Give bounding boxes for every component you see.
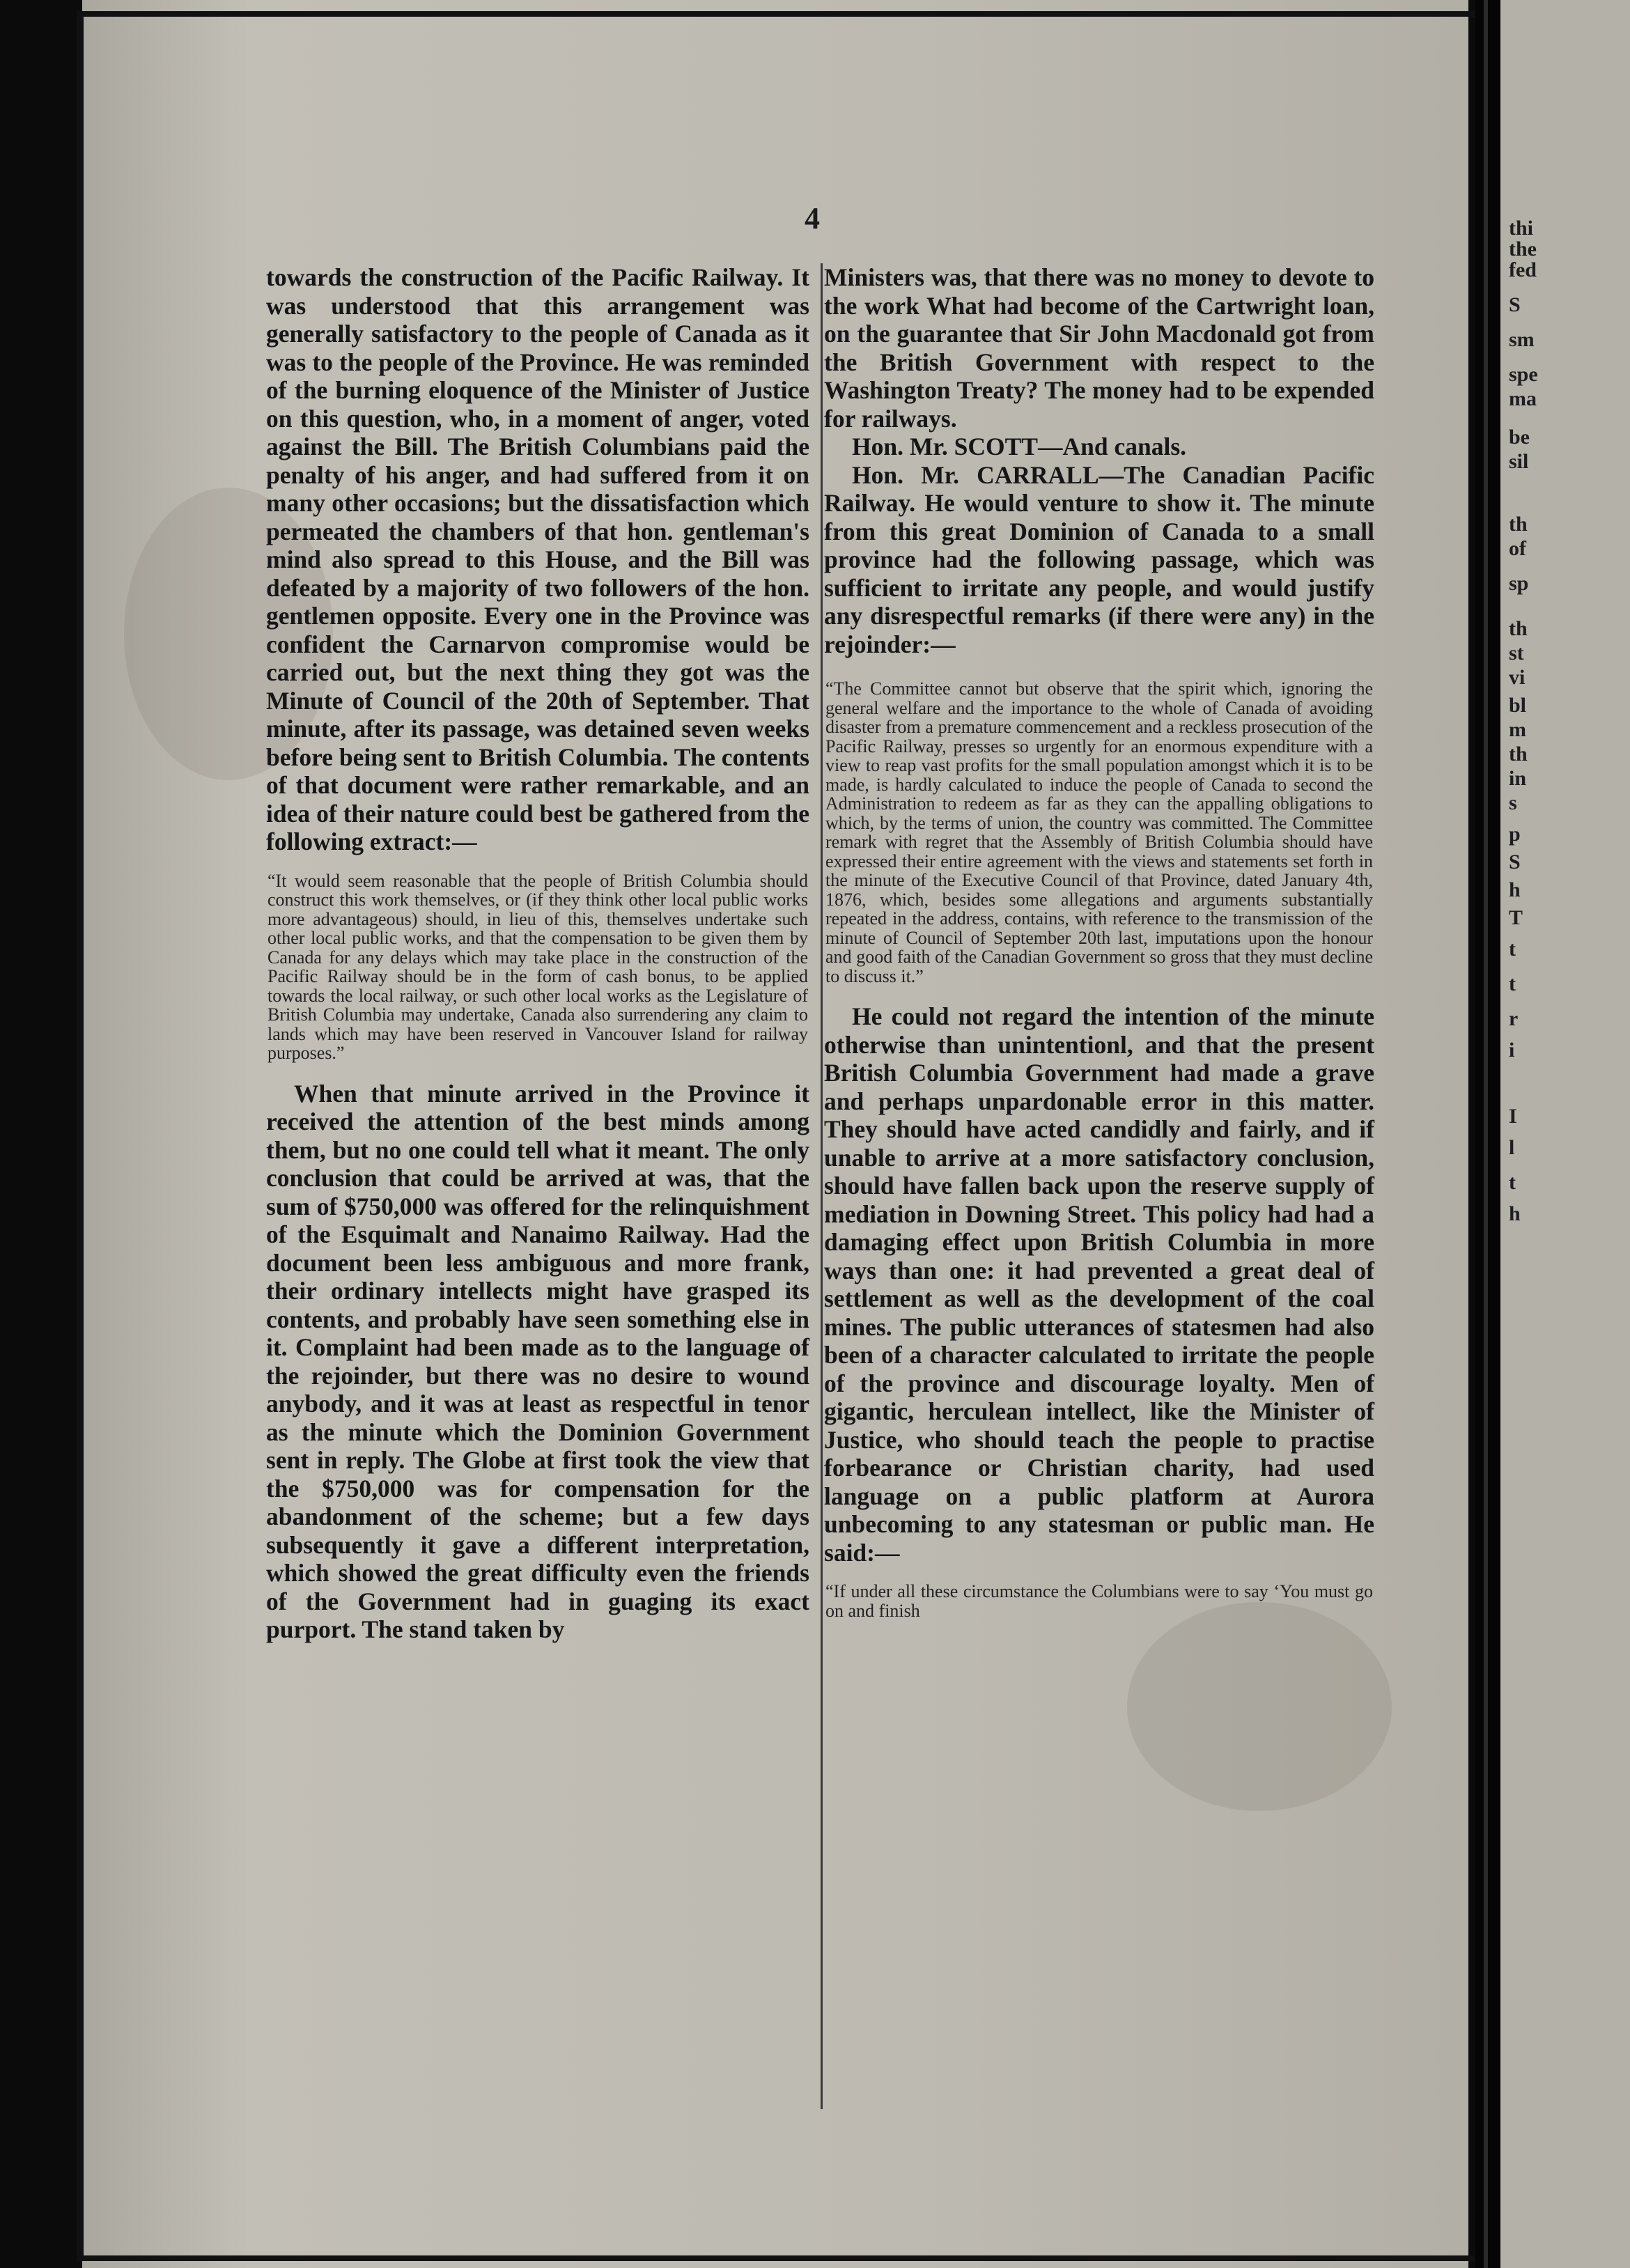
left-paragraph-1: towards the construction of the Pacific Railway. It was understood that this arrangement was generally satisfactory to the people of Canada as it was to the people of the Province. He was reminded of the burning eloquence of the Minister of Justice on this question, who, in a moment of anger, voted against the Bill. The British Columbians paid the penalty of his anger, and had suffered from it on many other occasions; but the dissatisfaction which permeated the chambers of that hon. gentleman's mind also spread to this House, and the Bill was defeated by a majority of two followers of the hon. gentlemen opposite. Every one in the Province was confident the Carnarvon compromise would be carried out, but the next thing they got was the Minute of Council of the 20th of September. That minute, after its passage, was detained seven weeks before being sent to British Columbia. The contents of that document were rather remarkable, and an idea of their nature could best be gathered from the following extract:—	[266, 263, 809, 855]
right-paragraph-3: Hon. Mr. CARRALL—The Canadian Pacific Railway. He would venture to show it. The minute from this great Dominion of Canada to a small province had the following passage, which was sufficient to irritate any people, and would justify any disrespectful remarks (if there were any) in the rejoinder:—	[824, 460, 1374, 658]
adjacent-page-fragment: h	[1509, 878, 1521, 901]
adjacent-page-fragment: in	[1509, 767, 1527, 790]
adjacent-page-fragment: sm	[1509, 328, 1535, 351]
binding-line	[1484, 0, 1488, 2268]
adjacent-page-fragment: m	[1509, 718, 1526, 741]
right-column	[824, 263, 1374, 1637]
adjacent-page-fragment: i	[1509, 1039, 1515, 1062]
adjacent-page-fragment: ma	[1509, 387, 1537, 410]
adjacent-page-fragment: s	[1509, 791, 1517, 814]
right-paragraph-1: Ministers was, that there was no money to devote to the work What had become of the Cartwright loan, on the guarantee that Sir John Macdonald got from the British Government with respect to the Washington Treaty? The money had to be expended for railways.	[824, 263, 1374, 433]
adjacent-page-fragment: spe	[1509, 363, 1538, 386]
adjacent-page-fragment: th	[1509, 617, 1528, 640]
adjacent-page-fragment: bl	[1509, 694, 1527, 717]
page-border-bottom	[77, 2255, 1588, 2261]
adjacent-page-fragment: I	[1509, 1105, 1517, 1128]
adjacent-page-fragment: th	[1509, 513, 1528, 536]
adjacent-page-fragment: l	[1509, 1136, 1515, 1159]
left-quote-1: “It would seem reasonable that the people of British Columbia should construct this work themselves, or (if they think other local public works more advantageous) should, in lieu of this, themselves undertake such other local public works, and that the compensation to be given them by Canada for any delays which may take place in the construction of the Pacific Railway should be in the form of cash bonus, to be applied towards the local railway, or such other local works as the Legislature of British Columbia may undertake, Canada also surrendering any claim to lands which may have been reserved in Vancouver Island for railway purposes.”	[267, 870, 808, 1063]
adjacent-page-fragment: sil	[1509, 450, 1529, 473]
adjacent-page-fragment: r	[1509, 1007, 1519, 1030]
adjacent-page-fragment: sp	[1509, 572, 1529, 595]
adjacent-page-fragment: p	[1509, 823, 1521, 846]
page-border-left	[77, 11, 84, 2257]
adjacent-page-fragment: S	[1509, 850, 1521, 873]
page-border-top	[77, 11, 1588, 17]
adjacent-page-fragment: st	[1509, 642, 1524, 665]
adjacent-page-fragment: the	[1509, 238, 1537, 261]
adjacent-page-fragment: thi	[1509, 217, 1534, 240]
adjacent-page-fragment: t	[1509, 938, 1516, 961]
page-number: 4	[805, 201, 820, 235]
adjacent-page-fragment: S	[1509, 293, 1521, 316]
left-paragraph-2: When that minute arrived in the Province it received the attention of the best minds among them, but no one could tell what it meant. The only conclusion that could be arrived at was, that the sum of $750,000 was offered for the relinquishment of the Esquimalt and Nanaimo Railway. Had the document been less ambiguous and more frank, their ordinary intellects might have grasped its contents, and probably have seen something else in it. Complaint had been made as to the language of the rejoinder, but there was no desire to wound anybody, and it was at least as respectful in tenor as the minute which the Dominion Government sent in reply. The Globe at first took the view that the $750,000 was for compensation for the abandonment of the scheme; but a few days subsequently it gave a different interpretation, which showed the great difficulty even the friends of the Government had in guaging its exact purport. The stand taken by	[266, 1079, 809, 1643]
right-paragraph-4: He could not regard the intention of the minute otherwise than unintentionl, and that the present British Columbia Government had made a grave and perhaps unpardonable error in this matter. They should have acted candidly and fairly, and if unable to arrive at a more satisfactory conclusion, should have fallen back upon the reserve supply of mediation in Downing Street. This policy had had a damaging effect upon British Columbia in more ways than one: it had prevented a great deal of settlement as well as the development of the coal mines. The public utterances of statesmen had also been of a character calculated to irritate the people of the province and discourage loyalty. Men of gigantic, herculean intellect, like the Minister of Justice, who should teach the people to practise forbearance or Christian charity, had used language on a public platform at Aurora unbecoming to any statesman or public man. He said:—	[824, 1002, 1374, 1567]
left-column	[266, 263, 809, 1644]
right-quote-1: “The Committee cannot but observe that the spirit which, ignoring the general welfare and the importance to the whole of Canada of avoiding disaster from a premature commencement and a reckless prosecution of the Pacific Railway, presses so urgently for an enormous expenditure with a view to reap vast profits for the small population amongst which it is to be made, is hardly calculated to induce the people of Canada to second the Administration to redeem as far as they can the appalling obligations to which, by the terms of union, the country was committed. The Committee remark with regret that the Assembly of British Columbia should have expressed their entire agreement with the views and statements set forth in the minute of the Executive Council of that Province, dated January 4th, 1876, which, besides some allegations and arguments substantially repeated in the address, contains, with reference to the transmission of the minute of Council of September 20th last, imputations upon the honour and good faith of the Canadian Government so gross that they must decline to discuss it.”	[825, 678, 1373, 986]
book-binding-gutter	[1475, 0, 1500, 2268]
adjacent-page-fragment: of	[1509, 537, 1526, 560]
adjacent-page-fragment: be	[1509, 426, 1530, 449]
right-quote-2: “If under all these circumstance the Columbians were to say ‘You must go on and finish	[825, 1581, 1373, 1621]
adjacent-page-fragment: h	[1509, 1202, 1521, 1225]
adjacent-page-fragment: vi	[1509, 666, 1526, 689]
adjacent-page-fragment: T	[1509, 906, 1523, 929]
column-rule	[821, 263, 823, 2109]
adjacent-page-fragment: t	[1509, 1171, 1516, 1194]
right-paragraph-2: Hon. Mr. SCOTT—And canals.	[852, 433, 1187, 460]
adjacent-page-fragment: fed	[1509, 258, 1537, 281]
adjacent-page-fragment: th	[1509, 743, 1528, 766]
adjacent-page-fragment: t	[1509, 972, 1516, 995]
adjacent-page-edge	[1500, 0, 1630, 2268]
